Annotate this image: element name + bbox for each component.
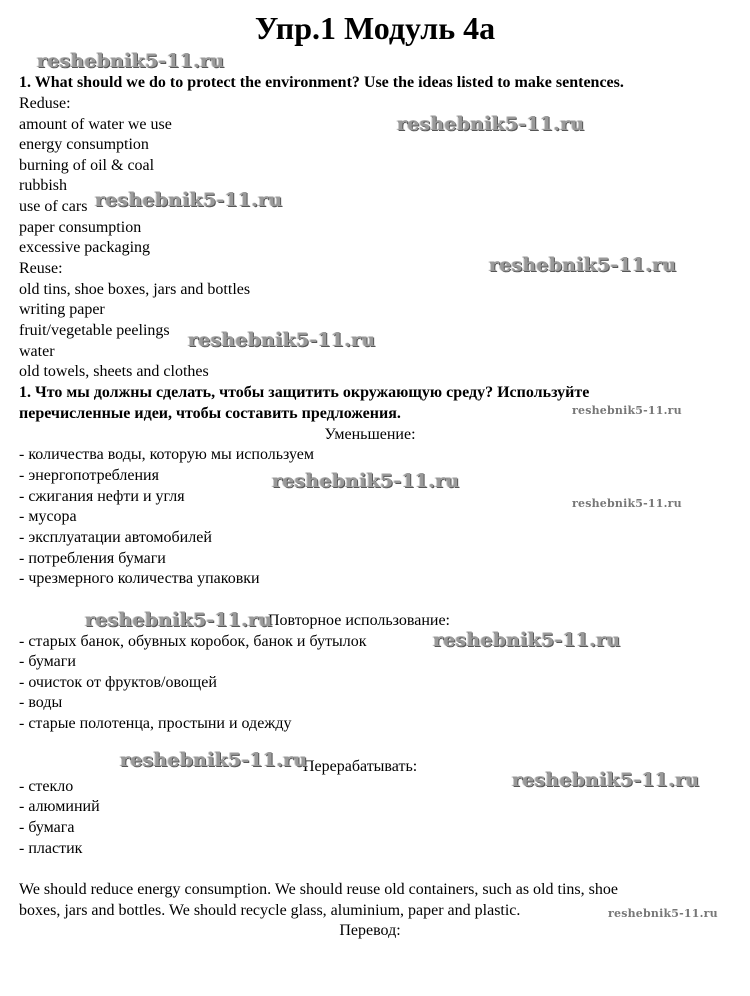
russian-reduce-heading: Уменьшение: — [324, 426, 416, 443]
list-item: - стекло — [19, 778, 74, 795]
page-title: Упр.1 Модуль 4а — [254, 10, 496, 46]
list-item: - чрезмерного количества упаковки — [19, 570, 260, 587]
list-item: writing paper — [19, 301, 105, 318]
list-item: - воды — [19, 694, 63, 711]
russian-question-line1: 1. Что мы должны сделать, чтобы защитить окружающую среду? Используйте — [19, 384, 590, 401]
list-item: - потребления бумаги — [19, 550, 166, 567]
list-item: - эксплуатации автомобилей — [19, 529, 212, 546]
translation-label: Перевод: — [339, 922, 401, 939]
list-item: - пластик — [19, 840, 83, 857]
list-item: old towels, sheets and clothes — [19, 363, 209, 380]
watermark: reshebnik5-11.ru — [37, 50, 225, 72]
list-item: use of cars — [19, 198, 88, 215]
watermark: reshebnik5-11.ru — [95, 189, 283, 211]
russian-question-line2: перечисленные идеи, чтобы составить предложения. — [19, 405, 401, 422]
list-item: - мусора — [19, 508, 77, 525]
watermark: reshebnik5-11.ru — [433, 629, 621, 651]
watermark: reshebnik5-11.ru — [489, 254, 677, 276]
list-item: - сжигания нефти и угля — [19, 488, 185, 505]
watermark: reshebnik5-11.ru — [608, 907, 718, 920]
watermark: reshebnik5-11.ru — [397, 113, 585, 135]
watermark: reshebnik5-11.ru — [572, 497, 682, 510]
list-item: burning of oil & coal — [19, 157, 155, 174]
watermark: reshebnik5-11.ru — [120, 749, 308, 771]
list-item: - старые полотенца, простыни и одежду — [19, 715, 292, 732]
list-item: - очисток от фруктов/овощей — [19, 674, 217, 691]
list-item: - алюминий — [19, 798, 100, 815]
list-item: paper consumption — [19, 219, 142, 236]
answer-line1: We should reduce energy consumption. We should reuse old containers, such as old tins, shoe — [19, 881, 618, 898]
list-item: - количества воды, которую мы используем — [19, 446, 315, 463]
list-item: - энергопотребления — [19, 467, 159, 484]
list-item: fruit/vegetable peelings — [19, 322, 170, 339]
list-item: amount of water we use — [19, 116, 172, 133]
watermark: reshebnik5-11.ru — [572, 404, 682, 417]
list-item: - старых банок, обувных коробок, банок и бутылок — [19, 633, 367, 650]
english-reuse-heading: Reuse: — [19, 260, 63, 277]
list-item: energy consumption — [19, 136, 149, 153]
list-item: - бумаги — [19, 653, 76, 670]
russian-reuse-heading: Повторное использование: — [268, 612, 450, 629]
english-question: 1. What should we do to protect the environment? Use the ideas listed to make sentences. — [19, 74, 624, 91]
russian-recycle-heading: Перерабатывать: — [303, 758, 418, 775]
list-item: excessive packaging — [19, 239, 151, 256]
list-item: rubbish — [19, 177, 67, 194]
answer-line2: boxes, jars and bottles. We should recycle glass, aluminium, paper and plastic. — [19, 902, 521, 919]
watermark: reshebnik5-11.ru — [85, 609, 273, 631]
english-reduce-heading: Reduse: — [19, 95, 71, 112]
list-item: old tins, shoe boxes, jars and bottles — [19, 281, 251, 298]
watermark: reshebnik5-11.ru — [188, 329, 376, 351]
list-item: - бумага — [19, 819, 75, 836]
watermark: reshebnik5-11.ru — [272, 470, 460, 492]
list-item: water — [19, 343, 55, 360]
watermark: reshebnik5-11.ru — [512, 769, 700, 791]
